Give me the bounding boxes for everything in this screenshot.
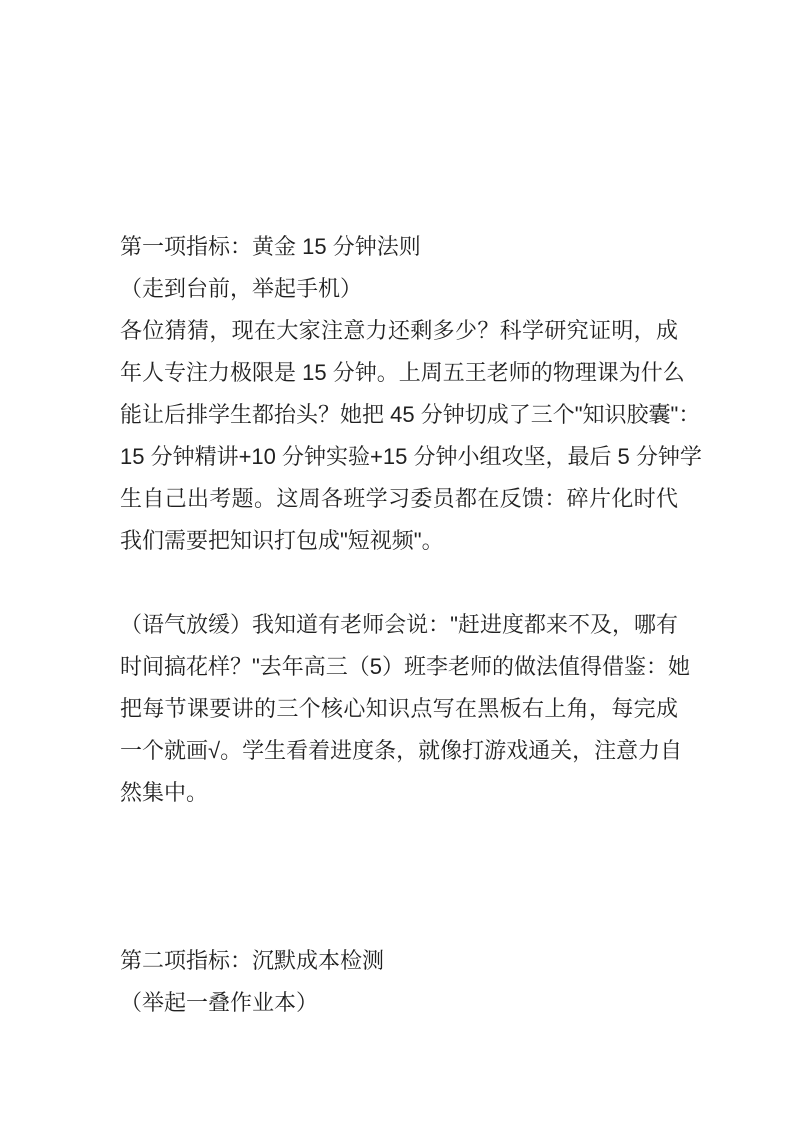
doc-line: （语气放缓）我知道有老师会说："赶进度都来不及，哪有 <box>120 612 678 637</box>
doc-line: 第二项指标：沉默成本检测 <box>120 948 385 973</box>
doc-line: 生自己出考题。这周各班学习委员都在反馈：碎片化时代 <box>120 486 678 511</box>
doc-line: 年人专注力极限是 15 分钟。上周五王老师的物理课为什么 <box>120 360 685 385</box>
doc-line: （举起一叠作业本） <box>120 990 319 1015</box>
doc-line: 能让后排学生都抬头？她把 45 分钟切成了三个"知识胶囊"： <box>120 402 701 427</box>
doc-line: 然集中。 <box>120 780 209 805</box>
doc-line: 第一项指标：黄金 15 分钟法则 <box>120 234 421 259</box>
doc-blank-line <box>120 814 678 856</box>
doc-line: 时间搞花样？"去年高三（5）班李老师的做法值得借鉴：她 <box>120 654 691 679</box>
doc-line: 一个就画√。学生看着进度条，就像打游戏通关，注意力自 <box>120 738 683 763</box>
doc-line: 各位猜猜，现在大家注意力还剩多少？科学研究证明，成 <box>120 318 678 343</box>
document-text-block <box>120 226 702 1024</box>
doc-line: 15 分钟精讲+10 分钟实验+15 分钟小组攻坚，最后 5 分钟学 <box>120 444 702 469</box>
doc-line: （走到台前，举起手机） <box>120 276 363 301</box>
doc-blank-line <box>120 898 678 940</box>
doc-blank-line <box>120 562 678 604</box>
doc-line: 把每节课要讲的三个核心知识点写在黑板右上角，每完成 <box>120 696 678 721</box>
doc-line: 我们需要把知识打包成"短视频"。 <box>120 528 444 553</box>
doc-blank-line <box>120 856 678 898</box>
